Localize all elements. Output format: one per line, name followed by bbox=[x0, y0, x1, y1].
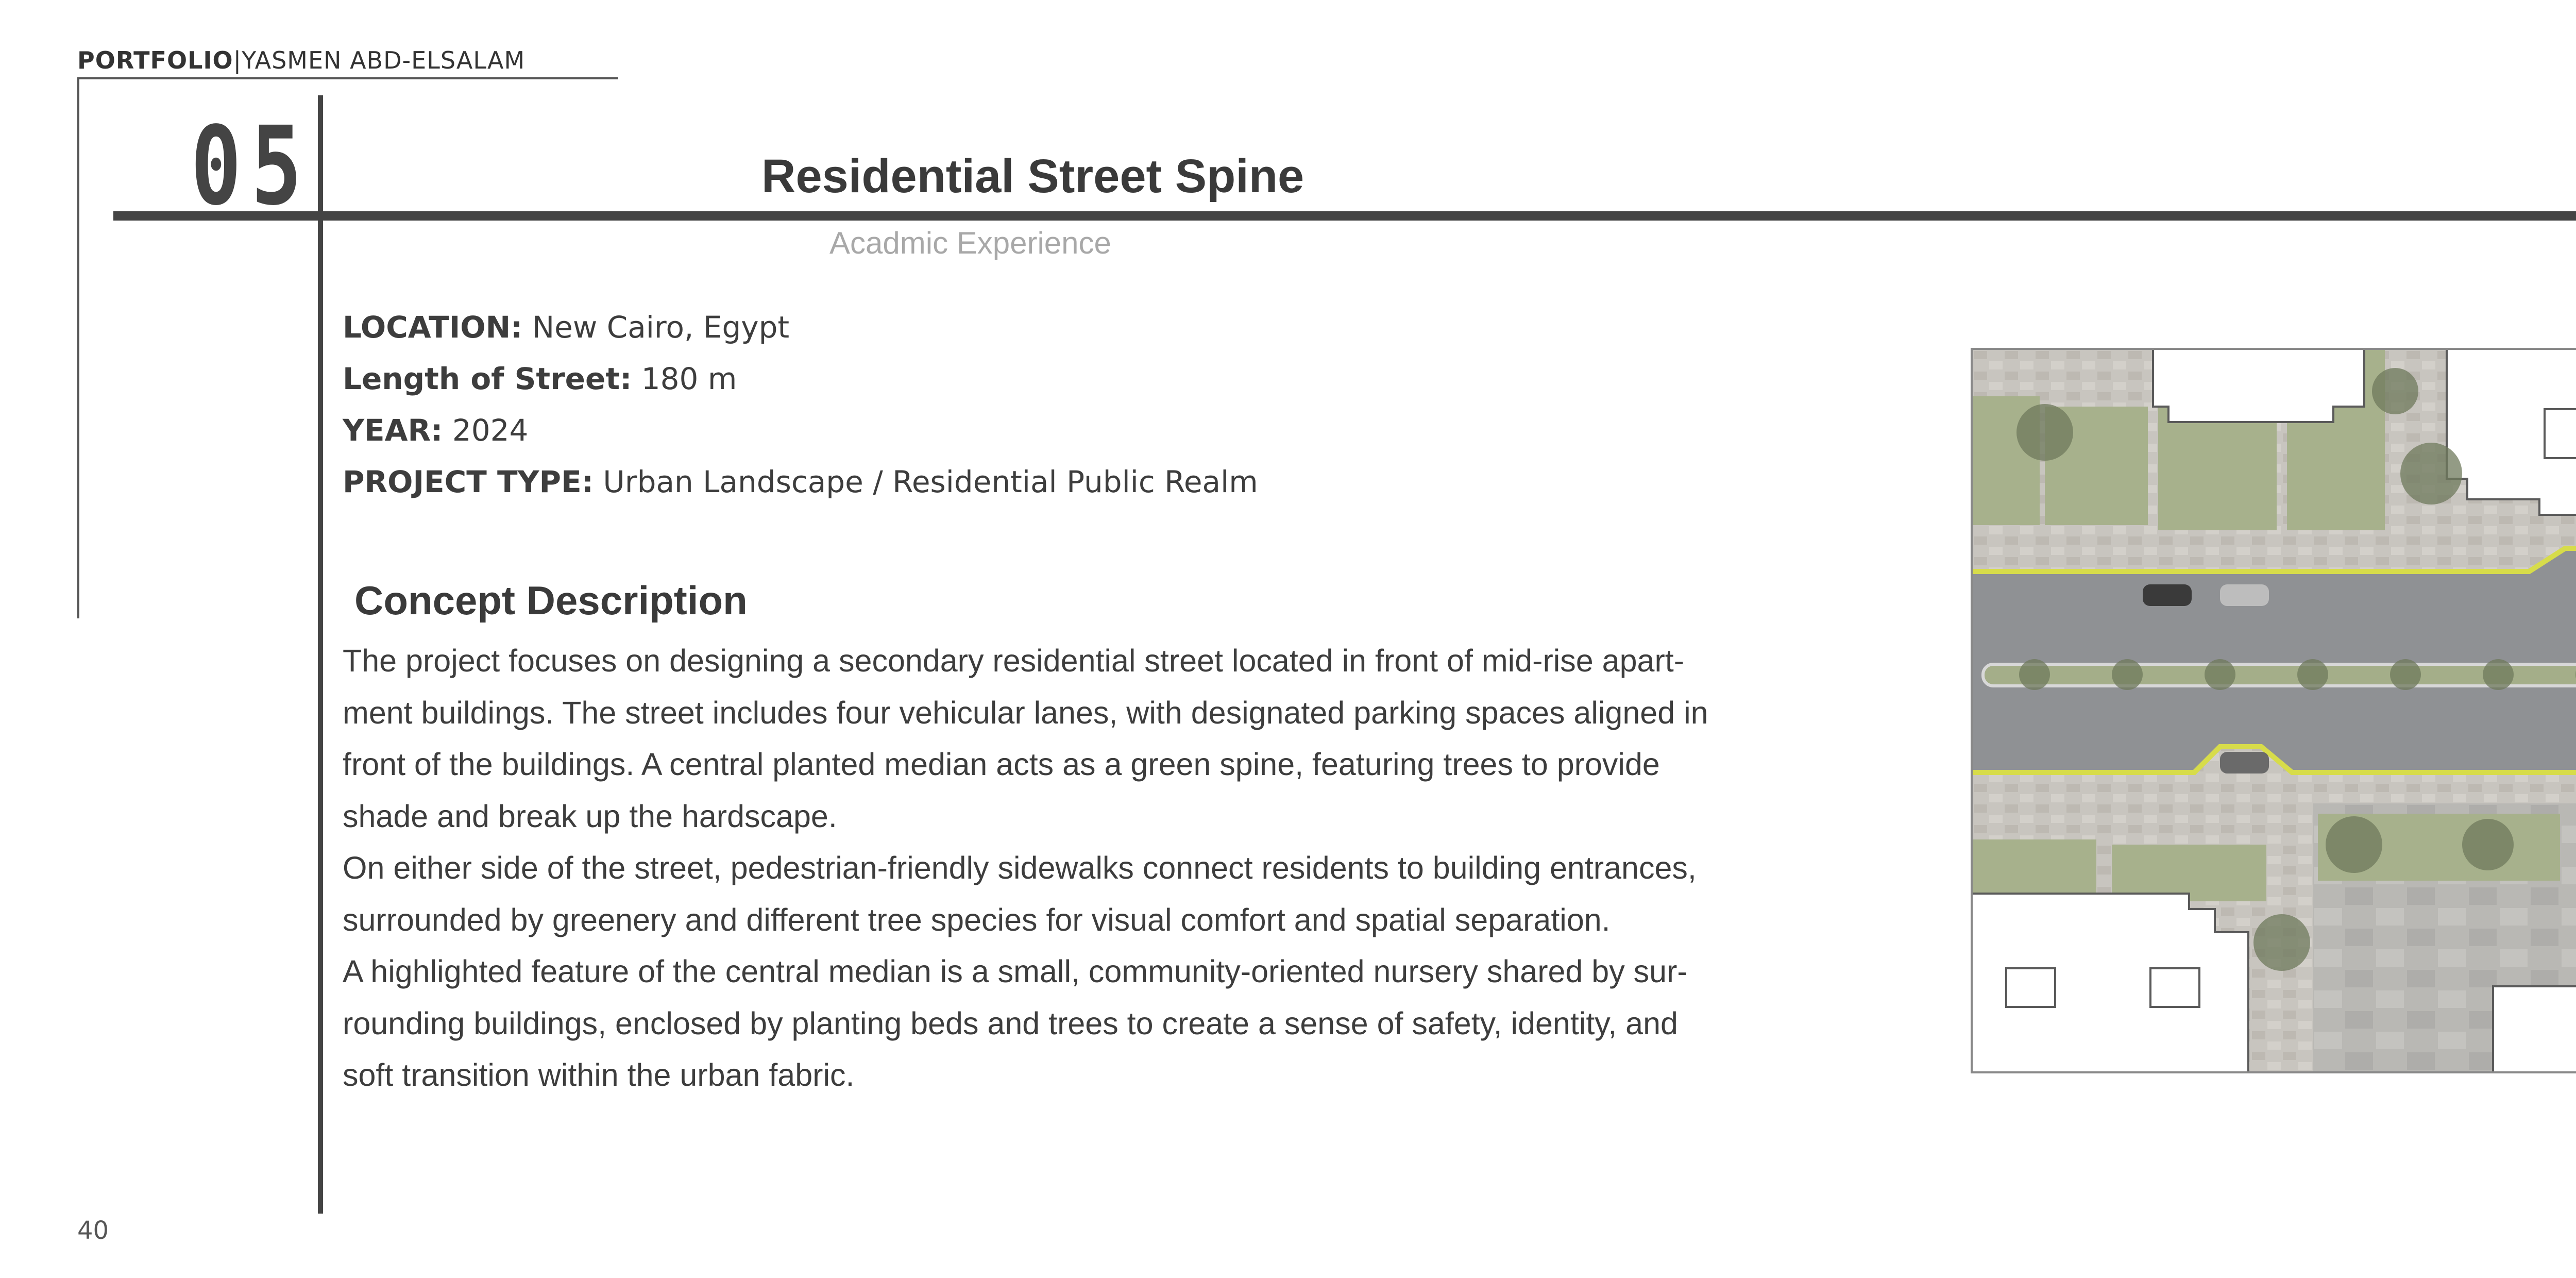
vertical-divider bbox=[318, 95, 323, 1214]
header-separator: | bbox=[233, 46, 242, 74]
site-plan-image bbox=[1971, 348, 2576, 1073]
concept-line: A highlighted feature of the central median is a small, community-oriented nursery shared by sur- bbox=[343, 954, 1688, 989]
concept-line: The project focuses on designing a secondary residential street located in front of mid-rise apart- bbox=[343, 643, 1685, 678]
concept-line: surrounded by greenery and different tree species for visual comfort and spatial separation. bbox=[343, 902, 1611, 937]
page-number-left: 40 bbox=[77, 1216, 109, 1245]
meta-row: PROJECT TYPE: Urban Landscape / Residential Public Realm bbox=[343, 464, 1258, 499]
header-rule-left bbox=[77, 77, 618, 79]
concept-line: soft transition within the urban fabric. bbox=[343, 1057, 855, 1092]
title-rule bbox=[113, 211, 2576, 221]
project-number: 05 bbox=[191, 103, 312, 229]
concept-heading: Concept Description bbox=[354, 578, 748, 623]
project-subtitle: Acadmic Experience bbox=[829, 226, 1111, 260]
concept-line: rounding buildings, enclosed by planting beds and trees to create a sense of safety, identity, and bbox=[343, 1005, 1678, 1041]
meta-row: Length of Street: 180 m bbox=[343, 361, 737, 396]
portfolio-label: PORTFOLIO bbox=[77, 46, 233, 74]
concept-description bbox=[343, 635, 1785, 1101]
concept-line: On either side of the street, pedestrian-friendly sidewalks connect residents to building entrances, bbox=[343, 850, 1697, 885]
project-meta bbox=[343, 301, 1258, 508]
meta-row: LOCATION: New Cairo, Egypt bbox=[343, 310, 790, 345]
concept-line: front of the buildings. A central planted median acts as a green spine, featuring trees to provide bbox=[343, 747, 1660, 782]
street-carriageway bbox=[1973, 548, 2576, 772]
concept-line: ment buildings. The street includes four vehicular lanes, with designated parking spaces aligned in bbox=[343, 695, 1708, 730]
site-plan-drawing bbox=[1973, 350, 2576, 1071]
concept-line: shade and break up the hardscape. bbox=[343, 798, 837, 834]
project-title: Residential Street Spine bbox=[761, 150, 1304, 203]
portfolio-header bbox=[77, 46, 525, 74]
author-name: YASMEN ABD-ELSALAM bbox=[242, 46, 526, 74]
frame-line-left bbox=[77, 77, 79, 618]
meta-row: YEAR: 2024 bbox=[343, 413, 529, 448]
